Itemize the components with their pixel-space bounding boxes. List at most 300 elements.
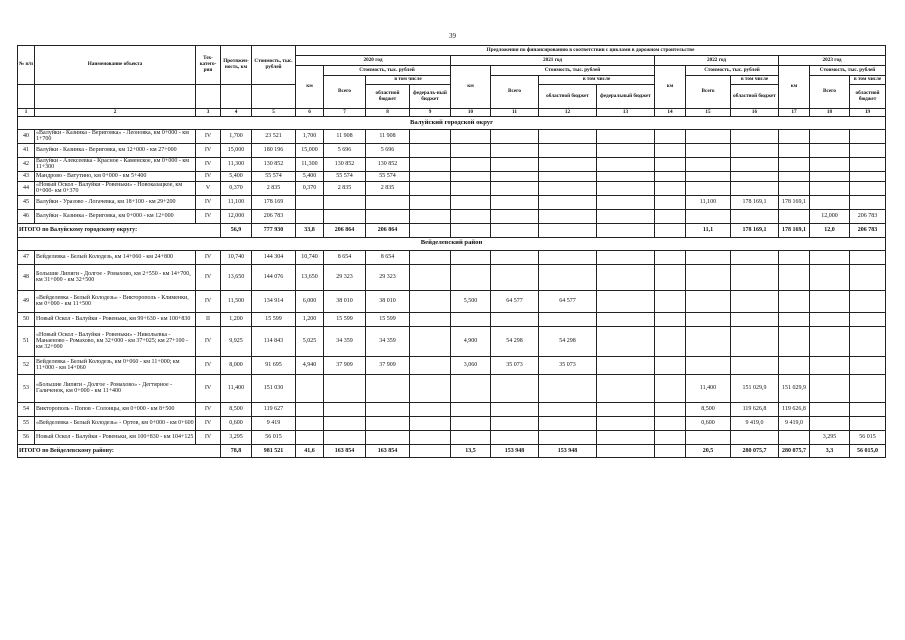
financing-cell — [810, 312, 850, 326]
table-row — [18, 209, 886, 223]
financing-cell — [597, 374, 655, 402]
financing-cell — [655, 402, 686, 416]
total-financing-cell: 280 075,7 — [779, 444, 810, 458]
financing-cell: 1,700 — [296, 130, 324, 144]
financing-cell — [539, 374, 597, 402]
financing-cell — [731, 312, 779, 326]
object-name: Новый Оскол - Валуйки - Ровеньки, км 100+830 - км 104+125 — [35, 430, 196, 444]
row-number: 45 — [18, 195, 35, 209]
header-km-2020: км — [296, 66, 324, 109]
financing-cell — [451, 195, 491, 209]
header-year-2023: 2023 год — [779, 56, 886, 66]
financing-cell: 54 298 — [491, 326, 539, 356]
row-number: 48 — [18, 264, 35, 290]
row-number: 55 — [18, 416, 35, 430]
financing-cell: 5,400 — [296, 171, 324, 181]
total-financing-cell — [491, 223, 539, 237]
financing-cell — [731, 209, 779, 223]
financing-cell — [655, 181, 686, 195]
financing-cell: 9 419,0 — [731, 416, 779, 430]
financing-cell — [597, 143, 655, 157]
financing-cell — [597, 326, 655, 356]
financing-cell — [366, 195, 410, 209]
total-cost: 206 783 — [252, 209, 296, 223]
column-numbers-row — [18, 109, 886, 117]
financing-cell: 12,000 — [810, 209, 850, 223]
financing-cell: 8 654 — [324, 250, 366, 264]
column-number: 17 — [779, 109, 810, 117]
financing-cell — [410, 312, 451, 326]
row-number: 53 — [18, 374, 35, 402]
financing-cell — [491, 157, 539, 171]
total-financing-cell: 13,5 — [451, 444, 491, 458]
financing-cell — [451, 312, 491, 326]
total-financing-cell — [655, 444, 686, 458]
object-name: «Новый Оскол - Валуйки - Ровеньки» - Никольевка - Манаеново - Ромахово, км 32+000 - км 37+025; км 27+100 - км 32+000 — [35, 326, 196, 356]
financing-cell — [451, 374, 491, 402]
length-km: 8,000 — [221, 356, 252, 374]
column-number: 15 — [686, 109, 731, 117]
financing-cell — [686, 250, 731, 264]
financing-cell: 11,100 — [686, 195, 731, 209]
financing-cell — [597, 130, 655, 144]
header-sub-cost — [252, 85, 296, 109]
financing-cell — [655, 195, 686, 209]
financing-cell: 206 783 — [850, 209, 886, 223]
header-sub-number — [18, 85, 35, 109]
financing-cell — [597, 250, 655, 264]
financing-cell: 4,900 — [451, 326, 491, 356]
header-federal-2020: федераль-ный бюджет — [410, 85, 451, 109]
financing-cell — [296, 195, 324, 209]
table-row — [18, 195, 886, 209]
financing-cell: 5,500 — [451, 290, 491, 312]
financing-cell — [686, 356, 731, 374]
financing-cell — [597, 290, 655, 312]
financing-cell — [410, 356, 451, 374]
financing-cell: 9 419,0 — [779, 416, 810, 430]
total-cost: 144 076 — [252, 264, 296, 290]
tech-category: IV — [196, 250, 221, 264]
financing-cell: 64 577 — [491, 290, 539, 312]
tech-category: IV — [196, 290, 221, 312]
header-total-2020: Всего — [324, 76, 366, 109]
financing-cell: 8,500 — [686, 402, 731, 416]
tech-category: IV — [196, 416, 221, 430]
table-row — [18, 430, 886, 444]
financing-cell — [779, 209, 810, 223]
row-number: 42 — [18, 157, 35, 171]
financing-cell — [491, 195, 539, 209]
total-financing-cell: 163 854 — [366, 444, 410, 458]
financing-cell — [451, 181, 491, 195]
section-title: Вейделевский район — [18, 237, 886, 250]
header-cost-2020: Стоимость, тыс. рублей — [324, 66, 451, 76]
total-financing-cell: 178 169,1 — [779, 223, 810, 237]
financing-cell: 2 835 — [366, 181, 410, 195]
table-row — [18, 290, 886, 312]
financing-cell — [324, 416, 366, 430]
financing-cell: 2 835 — [324, 181, 366, 195]
total-cost: 119 627 — [252, 402, 296, 416]
financing-cell — [810, 402, 850, 416]
length-km: 1,200 — [221, 312, 252, 326]
length-km: 5,400 — [221, 171, 252, 181]
total-financing-cell — [410, 444, 451, 458]
table-row — [18, 402, 886, 416]
header-year-2021: 2021 год — [451, 56, 655, 66]
length-km: 15,000 — [221, 143, 252, 157]
financing-cell — [597, 157, 655, 171]
financing-cell — [731, 171, 779, 181]
object-name: Валуйки - Казинка - Вериговка, км 12+000 - км 27+000 — [35, 143, 196, 157]
section-header-row — [18, 237, 886, 250]
financing-cell — [810, 356, 850, 374]
row-number: 41 — [18, 143, 35, 157]
financing-table — [17, 45, 886, 458]
financing-cell — [539, 264, 597, 290]
header-including-2021: в том числе — [539, 76, 655, 85]
financing-cell — [686, 181, 731, 195]
financing-cell — [491, 250, 539, 264]
row-number: 50 — [18, 312, 35, 326]
financing-cell: 29 323 — [366, 264, 410, 290]
financing-cell: 11 908 — [366, 130, 410, 144]
tech-category: IV — [196, 209, 221, 223]
financing-cell — [779, 356, 810, 374]
financing-cell — [324, 402, 366, 416]
header-including-2023: в том числе — [850, 76, 886, 85]
financing-cell: 178 169,1 — [779, 195, 810, 209]
financing-cell — [850, 157, 886, 171]
financing-cell — [491, 374, 539, 402]
financing-cell — [850, 171, 886, 181]
financing-cell — [410, 130, 451, 144]
financing-cell — [850, 143, 886, 157]
header-total-2023: Всего — [810, 76, 850, 109]
financing-cell: 54 298 — [539, 326, 597, 356]
total-financing-cell: 206 864 — [366, 223, 410, 237]
total-cost-sum: 777 930 — [252, 223, 296, 237]
financing-cell — [491, 181, 539, 195]
financing-cell — [324, 195, 366, 209]
row-number: 47 — [18, 250, 35, 264]
financing-cell — [324, 374, 366, 402]
column-number: 10 — [451, 109, 491, 117]
length-km: 12,000 — [221, 209, 252, 223]
tech-category: II — [196, 312, 221, 326]
financing-cell — [451, 416, 491, 430]
tech-category: IV — [196, 356, 221, 374]
financing-cell: 37 909 — [366, 356, 410, 374]
financing-cell — [324, 209, 366, 223]
financing-cell: 4,940 — [296, 356, 324, 374]
financing-cell — [850, 326, 886, 356]
table-row — [18, 416, 886, 430]
total-row — [18, 444, 886, 458]
financing-cell — [491, 416, 539, 430]
financing-cell — [731, 326, 779, 356]
object-name: Вейделевка - Белый Колодезь, км 0+060 - км 11+000; км 11+000 - км 14+060 — [35, 356, 196, 374]
total-cost: 114 843 — [252, 326, 296, 356]
financing-cell — [539, 250, 597, 264]
header-year-2020: 2020 год — [296, 56, 451, 66]
financing-cell — [779, 157, 810, 171]
financing-cell: 35 073 — [539, 356, 597, 374]
financing-cell — [779, 430, 810, 444]
financing-cell: 5 696 — [324, 143, 366, 157]
length-km: 11,500 — [221, 290, 252, 312]
total-financing-cell: 206 864 — [324, 223, 366, 237]
financing-cell — [491, 171, 539, 181]
table-row — [18, 312, 886, 326]
total-financing-cell: 178 169,1 — [731, 223, 779, 237]
financing-cell — [597, 181, 655, 195]
financing-cell — [655, 264, 686, 290]
total-length: 78,8 — [221, 444, 252, 458]
total-financing-cell: 20,5 — [686, 444, 731, 458]
financing-cell — [810, 264, 850, 290]
financing-cell: 130 852 — [366, 157, 410, 171]
financing-cell — [810, 143, 850, 157]
financing-cell: 15 599 — [324, 312, 366, 326]
financing-cell — [731, 290, 779, 312]
object-name: Валуйки - Уразово - Логачевка, км 18+100 - км 29+200 — [35, 195, 196, 209]
length-km: 1,700 — [221, 130, 252, 144]
financing-cell: 0,600 — [686, 416, 731, 430]
financing-cell — [686, 264, 731, 290]
financing-cell — [597, 402, 655, 416]
financing-cell — [539, 416, 597, 430]
financing-cell — [655, 171, 686, 181]
total-cost: 56 015 — [252, 430, 296, 444]
financing-cell — [451, 250, 491, 264]
financing-cell — [731, 181, 779, 195]
financing-cell — [539, 143, 597, 157]
financing-cell — [731, 143, 779, 157]
financing-cell — [491, 130, 539, 144]
tech-category: IV — [196, 374, 221, 402]
financing-cell — [850, 356, 886, 374]
row-number: 43 — [18, 171, 35, 181]
column-number: 6 — [296, 109, 324, 117]
table-row — [18, 374, 886, 402]
object-name: «Большие Липяги - Долгое - Ромахово» - Дегтярное - Галиченок, км 0+000 - км 11+400 — [35, 374, 196, 402]
column-number: 3 — [196, 109, 221, 117]
financing-cell — [410, 195, 451, 209]
header-federal-2021: федеральный бюджет — [597, 85, 655, 109]
length-km: 11,100 — [221, 195, 252, 209]
financing-cell: 56 015 — [850, 430, 886, 444]
total-cost: 134 914 — [252, 290, 296, 312]
financing-cell — [686, 430, 731, 444]
financing-cell — [410, 171, 451, 181]
header-regional-2021: областной бюджет — [539, 85, 597, 109]
financing-cell — [539, 181, 597, 195]
header-regional-2020: областной бюджет — [366, 85, 410, 109]
financing-cell — [296, 209, 324, 223]
financing-cell — [655, 130, 686, 144]
total-financing-cell — [451, 223, 491, 237]
financing-cell — [686, 157, 731, 171]
financing-cell: 3,295 — [810, 430, 850, 444]
financing-cell — [686, 209, 731, 223]
financing-cell — [850, 130, 886, 144]
financing-cell — [655, 356, 686, 374]
header-cost: Стоимость, тыс. рублей — [252, 46, 296, 85]
financing-cell — [451, 143, 491, 157]
section-title: Валуйский городской округ — [18, 117, 886, 130]
financing-cell — [410, 209, 451, 223]
financing-cell: 1,200 — [296, 312, 324, 326]
financing-cell — [850, 264, 886, 290]
financing-cell — [655, 326, 686, 356]
financing-cell — [686, 326, 731, 356]
table-row — [18, 157, 886, 171]
header-object-name: Наименование объекта — [35, 46, 196, 85]
total-financing-cell: 153 948 — [539, 444, 597, 458]
total-cost: 180 196 — [252, 143, 296, 157]
header-sub-name — [35, 85, 196, 109]
financing-cell: 0,370 — [296, 181, 324, 195]
financing-cell: 55 574 — [366, 171, 410, 181]
object-name: Викторополь - Попов - Солонцы, км 0+000 - км 8+500 — [35, 402, 196, 416]
financing-cell — [850, 290, 886, 312]
object-name: Валуйки - Алексеевка - Красное - Каменское, км 0+000 - км 11+300 — [35, 157, 196, 171]
financing-cell — [366, 430, 410, 444]
column-number: 1 — [18, 109, 35, 117]
financing-cell: 35 073 — [491, 356, 539, 374]
row-number: 56 — [18, 430, 35, 444]
financing-cell — [539, 130, 597, 144]
financing-cell — [451, 264, 491, 290]
total-cost: 2 835 — [252, 181, 296, 195]
financing-cell — [296, 402, 324, 416]
financing-cell — [779, 290, 810, 312]
financing-cell: 13,650 — [296, 264, 324, 290]
financing-cell: 8 654 — [366, 250, 410, 264]
header-regional-2022: областной бюджет — [731, 85, 779, 109]
length-km: 11,300 — [221, 157, 252, 171]
section-header-row — [18, 117, 886, 130]
financing-cell — [779, 171, 810, 181]
financing-cell — [451, 402, 491, 416]
column-number: 2 — [35, 109, 196, 117]
financing-cell — [810, 416, 850, 430]
length-km: 10,740 — [221, 250, 252, 264]
financing-cell — [491, 264, 539, 290]
financing-cell — [731, 356, 779, 374]
tech-category: V — [196, 181, 221, 195]
financing-cell: 38 010 — [366, 290, 410, 312]
financing-cell — [539, 312, 597, 326]
header-cost-2022: Стоимость, тыс. рублей — [686, 66, 779, 76]
table-row — [18, 181, 886, 195]
financing-cell — [597, 195, 655, 209]
financing-cell — [779, 326, 810, 356]
total-cost: 55 574 — [252, 171, 296, 181]
column-number: 13 — [597, 109, 655, 117]
total-label: ИТОГО по Валуйскому городскому округу: — [18, 223, 221, 237]
financing-cell — [296, 430, 324, 444]
object-name: Вейделевка - Белый Колодезь, км 14+060 - км 24+800 — [35, 250, 196, 264]
financing-cell: 15,000 — [296, 143, 324, 157]
column-number: 11 — [491, 109, 539, 117]
financing-cell — [296, 416, 324, 430]
header-sub-category — [196, 85, 221, 109]
financing-cell — [655, 312, 686, 326]
length-km: 13,650 — [221, 264, 252, 290]
row-number: 49 — [18, 290, 35, 312]
tech-category: IV — [196, 195, 221, 209]
column-number: 5 — [252, 109, 296, 117]
total-financing-cell — [597, 223, 655, 237]
financing-cell — [686, 143, 731, 157]
object-name: Валуйки - Казинка - Вериговка, км 0+000 - км 12+000 — [35, 209, 196, 223]
financing-cell — [655, 250, 686, 264]
financing-cell — [850, 374, 886, 402]
financing-cell — [686, 290, 731, 312]
table-row — [18, 143, 886, 157]
financing-cell — [655, 157, 686, 171]
financing-cell — [410, 402, 451, 416]
total-length: 56,9 — [221, 223, 252, 237]
row-number: 51 — [18, 326, 35, 356]
length-km: 9,925 — [221, 326, 252, 356]
header-year-2022: 2022 год — [655, 56, 779, 66]
tech-category: IV — [196, 171, 221, 181]
header-proposals: Предложения по финансированию в соответствии с циклами в дорожном строительстве — [296, 46, 886, 56]
financing-cell — [491, 143, 539, 157]
financing-cell: 15 599 — [366, 312, 410, 326]
financing-cell — [324, 430, 366, 444]
financing-cell — [850, 416, 886, 430]
tech-category: IV — [196, 326, 221, 356]
financing-cell: 64 577 — [539, 290, 597, 312]
financing-cell — [366, 402, 410, 416]
object-name: Мандрово - Ватутино, км 0+000 - км 5+400 — [35, 171, 196, 181]
financing-cell — [850, 402, 886, 416]
financing-cell — [451, 157, 491, 171]
header-cost-2021: Стоимость, тыс. рублей — [491, 66, 655, 76]
header-km-2021: км — [451, 66, 491, 109]
financing-cell — [491, 430, 539, 444]
financing-cell — [655, 209, 686, 223]
column-number: 4 — [221, 109, 252, 117]
financing-cell — [451, 171, 491, 181]
total-financing-cell: 41,6 — [296, 444, 324, 458]
header-sub-length — [221, 85, 252, 109]
length-km: 11,400 — [221, 374, 252, 402]
financing-cell — [597, 416, 655, 430]
total-cost: 91 695 — [252, 356, 296, 374]
total-financing-cell: 33,8 — [296, 223, 324, 237]
financing-cell — [410, 374, 451, 402]
financing-cell: 178 169,1 — [731, 195, 779, 209]
financing-cell — [686, 312, 731, 326]
header-number: № п/п — [18, 46, 35, 85]
financing-cell — [597, 209, 655, 223]
financing-cell: 11,400 — [686, 374, 731, 402]
page-number: 39 — [449, 32, 456, 40]
financing-cell: 11,300 — [296, 157, 324, 171]
financing-cell: 119 626,8 — [779, 402, 810, 416]
financing-cell — [810, 290, 850, 312]
financing-cell — [655, 374, 686, 402]
financing-cell — [366, 209, 410, 223]
financing-cell — [779, 130, 810, 144]
financing-cell: 5,025 — [296, 326, 324, 356]
